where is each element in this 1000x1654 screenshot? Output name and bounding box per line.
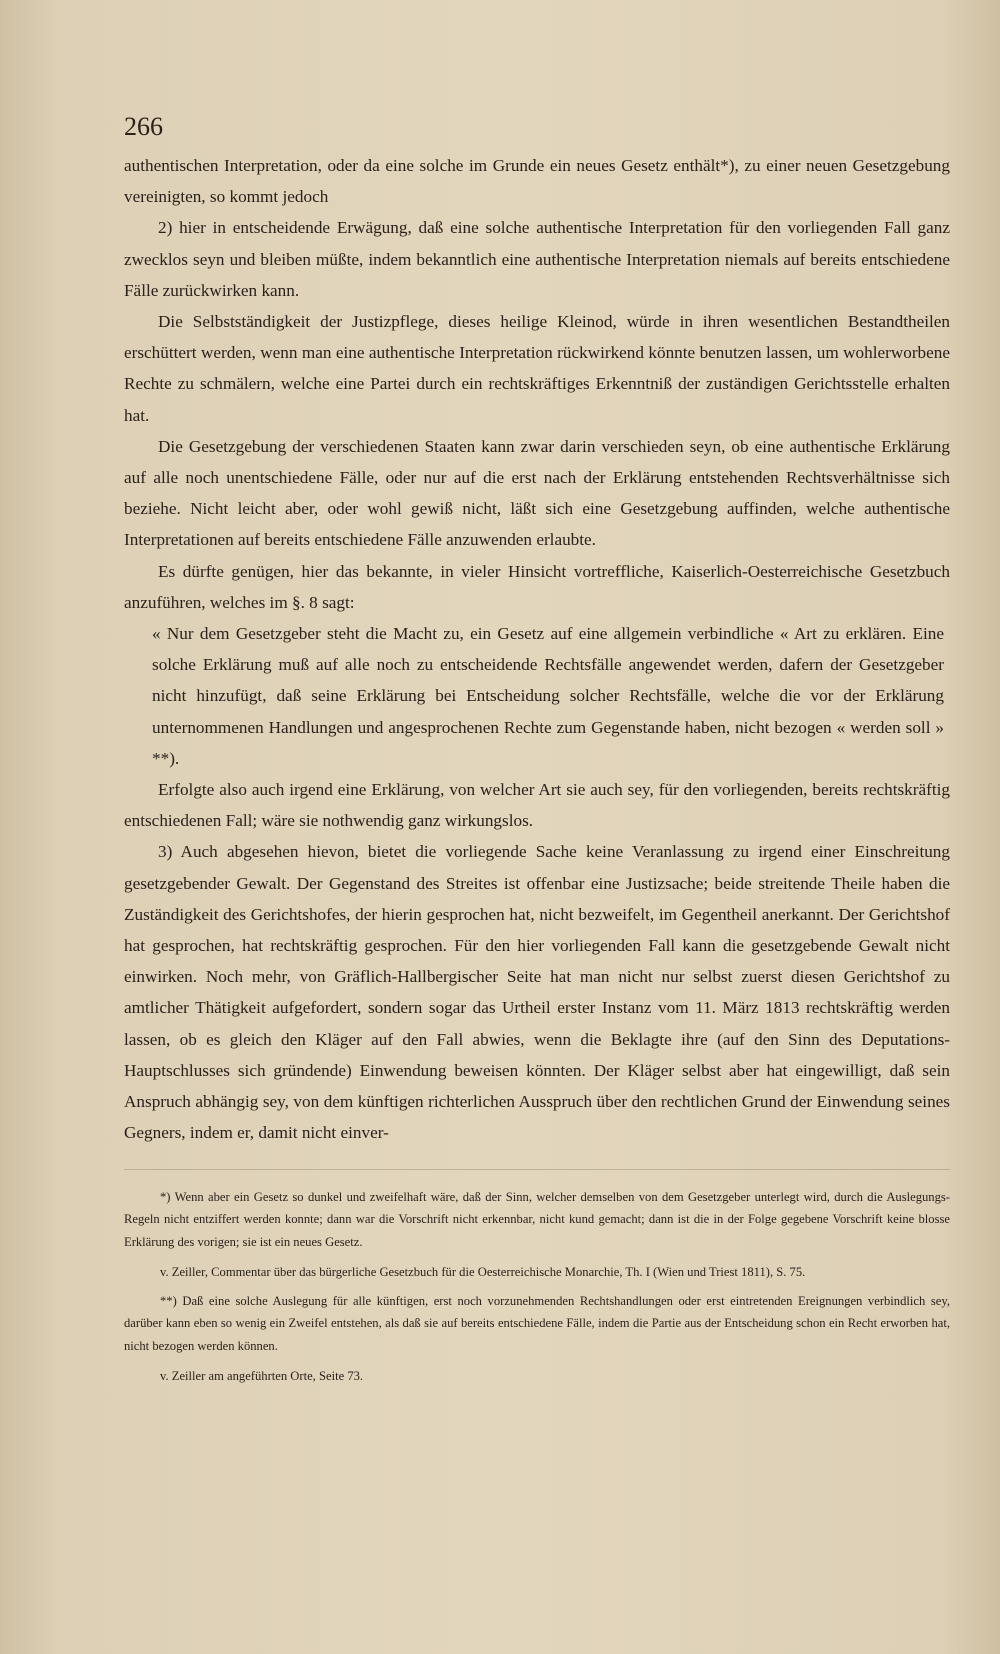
paragraph: Die Selbstständigkeit der Justizpflege, dieses heilige Kleinod, würde in ihren wesentlichen Bestandtheilen erschüttert werden, wenn man eine authentische Interpretation rückwirkend könnte benutzen lassen, um wohlerworbene Rechte zu schmälern, welche eine Partei durch ein rechtskräftiges Erkenntniß der zuständigen Gerichtsstelle erhalten hat. [124,312,950,425]
paragraph-point-2: 2) hier in entscheidende Erwägung, daß eine solche authentische Interpretation für den vorliegenden Fall ganz zwecklos seyn und bleiben müßte, indem bekanntlich eine authentische Interpretation niemals auf bereits entschiedene Fälle zurückwirken kann. [124,218,950,300]
paragraph: Es dürfte genügen, hier das bekannte, in vieler Hinsicht vortreffliche, Kaiserlich-Oesterreichische Gesetzbuch anzuführen, welches im §. 8 sagt: [124,561,950,612]
footnote-source: v. Zeiller, Commentar über das bürgerliche Gesetzbuch für die Oesterreichische Monarchie, Th. I (Wien und Triest 1811), S. 75. [160,1265,806,1279]
footnote: **) Daß eine solche Auslegung für alle künftigen, erst noch vorzunehmenden Rechtshandlungen oder erst eintretenden Ereignungen verbindlich sey, darüber kann eben so wenig ein Zweifel entstehen, als daß sie auf bereits entschiedene Fälle, indem die Partie aus der Entscheidung schon ein Recht erworben hat, nicht bezogen werden können. [124,1293,950,1353]
footnote-source: v. Zeiller am angeführten Orte, Seite 73. [160,1369,364,1383]
page-number: 266 [124,112,163,141]
paragraph-continuation: authentischen Interpretation, oder da eine solche im Grunde ein neues Gesetz enthält*), zu einer neuen Gesetzgebung vereinigten, so kommt jedoch [124,156,950,207]
footnote: *) Wenn aber ein Gesetz so dunkel und zweifelhaft wäre, daß der Sinn, welcher demselben von dem Gesetzgeber unterlegt wird, durch die Auslegungs-Regeln nicht entziffert werden konnte; dann war die Vorschrift nicht erkennbar, nicht kund gemacht; dann ist die in der Folge gegebene Vorschrift keine blosse Erklärung des vorigen; sie ist ein neues Gesetz. [124,1189,950,1249]
paragraph-point-3: 3) Auch abgesehen hievon, bietet die vorliegende Sache keine Veranlassung zu irgend einer Einschreitung gesetzgebender Gewalt. Der Gegenstand des Streites ist offenbar eine Justizsache; beide streitende Theile haben die Zuständigkeit des Gerichtshofes, der hierin gesprochen hat, nicht bezweifelt, im Gegentheil anerkannt. Der Gerichtshof hat gesprochen, hat rechtskräftig gesprochen. Für den hier vorliegenden Fall kann die gesetzgebende Gewalt nicht einwirken. Noch mehr, von Gräflich-Hallbergischer Seite hat man nicht nur selbst zuerst diesen Gerichtshof zu amtlicher Thätigkeit aufgefordert, sondern sogar das Urtheil erster Instanz vom 11. März 1813 rechtskräftig werden lassen, ob es gleich den Kläger auf den Fall abwies, wenn die Beklagte ihre (auf den Sinn des Deputations-Hauptschlusses sich gründende) Einwendung beweisen könnten. Der Kläger selbst aber hat eingewilligt, daß sein Anspruch abhängig sey, von dem künftigen richterlichen Ausspruch über den rechtlichen Grund der Einwendung seines Gegners, indem er, damit nicht einver- [124,842,950,1143]
footnote-divider [124,1169,950,1170]
paragraph: Die Gesetzgebung der verschiedenen Staaten kann zwar darin verschieden seyn, ob eine authentische Erklärung auf alle noch unentschiedene Fälle, oder nur auf die erst nach der Erklärung entstehenden Rechtsverhältnisse sich beziehe. Nicht leicht aber, oder wohl gewiß nicht, läßt sich eine Gesetzgebung auffinden, welche authentische Interpretationen auf bereits entschiedene Fälle anzuwenden erlaubte. [124,436,950,550]
footnotes [124,1186,950,1388]
block-quote: « Nur dem Gesetzgeber steht die Macht zu, ein Gesetz auf eine allgemein verbindliche « Art zu erklären. Eine solche Erklärung muß auf alle noch zu entscheidende Rechtsfälle angewendet werden, dafern der Gesetzgeber nicht hinzufügt, daß seine Erklärung bei Entscheidung solcher Rechtsfälle, welche die vor der Erklärung unternommenen Handlungen und angesprochenen Rechte zum Gegenstande haben, nicht bezogen « werden soll » **). [152,624,944,768]
paragraph: Erfolgte also auch irgend eine Erklärung, von welcher Art sie auch sey, für den vorliegenden, bereits rechtskräftig entschiedenen Fall; wäre sie nothwendig ganz wirkungslos. [124,780,950,831]
main-text [124,150,950,1149]
